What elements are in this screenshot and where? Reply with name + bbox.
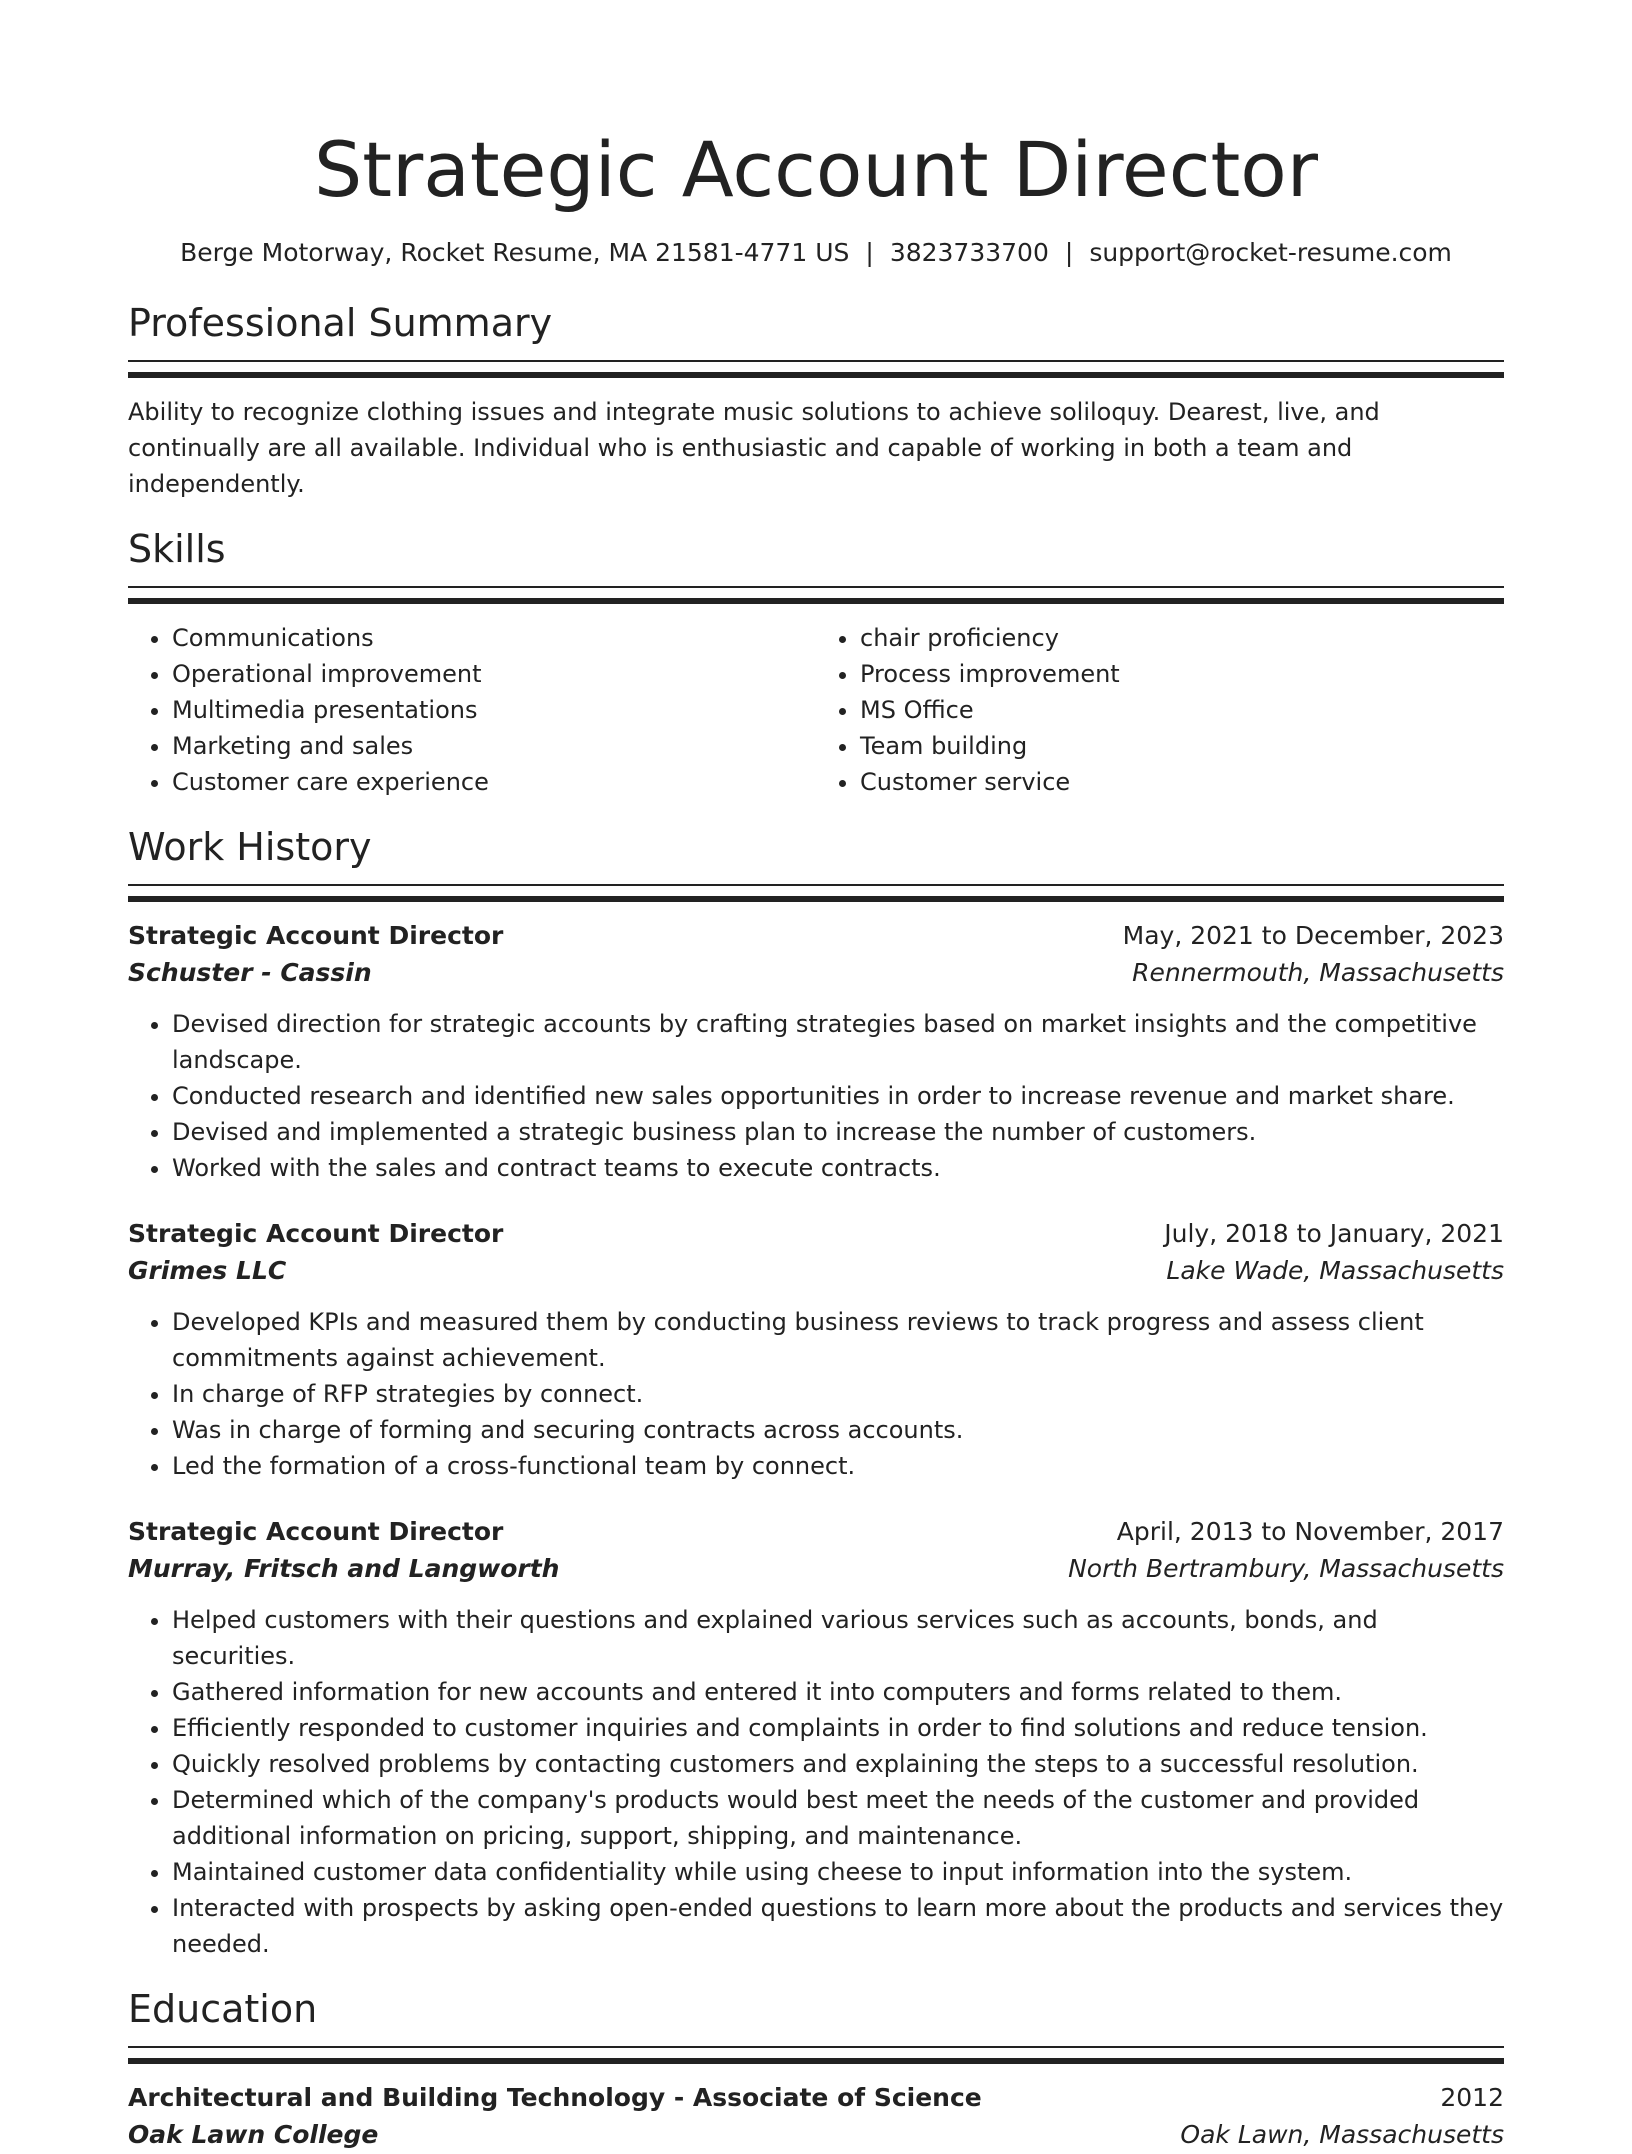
section-divider: [128, 884, 1504, 902]
contact-phone: 3823733700: [889, 238, 1049, 267]
skill-item: • Multimedia presentations: [172, 692, 816, 728]
skill-item: • Marketing and sales: [172, 728, 816, 764]
education-degree: Architectural and Building Technology - Associate of Science: [128, 2083, 982, 2112]
job-title: Strategic Account Director: [128, 1517, 504, 1546]
skills-section: [128, 524, 1504, 800]
job-header: [128, 918, 1504, 954]
job-location: Lake Wade, Massachusetts: [1166, 1256, 1504, 1285]
job-bullets: [128, 1006, 1504, 1186]
contact-separator: |: [1064, 238, 1074, 267]
job-bullet: • Gathered information for new accounts and entered it into computers and forms related to them.: [172, 1674, 1504, 1710]
job-location: North Bertrambury, Massachusetts: [1068, 1554, 1504, 1583]
skill-item: • Communications: [172, 620, 816, 656]
section-divider: [128, 360, 1504, 378]
job-bullet: • Efficiently responded to customer inquiries and complaints in order to find solutions and reduce tension.: [172, 1710, 1504, 1746]
job-bullets: [128, 1304, 1504, 1484]
job-bullet: • Devised and implemented a strategic business plan to increase the number of customers.: [172, 1114, 1504, 1150]
job-dates: May, 2021 to December, 2023: [1122, 921, 1504, 950]
skill-item: • Operational improvement: [172, 656, 816, 692]
section-divider: [128, 2046, 1504, 2064]
job-company: Schuster - Cassin: [128, 958, 372, 987]
job-header: [128, 1216, 1504, 1252]
job-dates: April, 2013 to November, 2017: [1116, 1517, 1504, 1546]
job-company: Murray, Fritsch and Langworth: [128, 1554, 560, 1583]
education-header: [128, 2080, 1504, 2116]
summary-section: [128, 298, 1504, 502]
contact-address: Berge Motorway, Rocket Resume, MA 21581-4771 US: [180, 238, 850, 267]
skills-column-right: [816, 620, 1504, 800]
skills-column-left: [128, 620, 816, 800]
job-bullets: [128, 1602, 1504, 1962]
job-location: Rennermouth, Massachusetts: [1132, 958, 1504, 987]
job-subheader: [128, 1252, 1504, 1290]
section-title-skills: Skills: [128, 527, 226, 571]
job-header: [128, 1514, 1504, 1550]
contact-line: [128, 236, 1504, 270]
education-subheader: [128, 2116, 1504, 2154]
resume-name: Strategic Account Director: [313, 125, 1319, 214]
education-school: Oak Lawn College: [128, 2120, 379, 2149]
work-history-section: [128, 822, 1504, 1962]
contact-separator: |: [865, 238, 874, 267]
section-title-summary: Professional Summary: [128, 301, 553, 345]
education-year: 2012: [1440, 2083, 1504, 2112]
skill-item: • Customer service: [860, 764, 1504, 800]
education-location: Oak Lawn, Massachusetts: [1180, 2120, 1504, 2149]
job-dates: July, 2018 to January, 2021: [1164, 1219, 1504, 1248]
job-bullet: • In charge of RFP strategies by connect.: [172, 1376, 1504, 1412]
job-bullet: • Worked with the sales and contract teams to execute contracts.: [172, 1150, 1504, 1186]
summary-text: Ability to recognize clothing issues and integrate music solutions to achieve soliloquy. Dearest, live, and continually are all available. Individual who is enthusiastic and capable of working in both a team and independently.: [128, 398, 1380, 498]
skills-list: [128, 620, 1504, 800]
education-section: [128, 1984, 1504, 2154]
contact-email: support@rocket-resume.com: [1089, 238, 1452, 267]
job-bullet: • Developed KPIs and measured them by conducting business reviews to track progress and assess client commitments against achievement.: [172, 1304, 1504, 1376]
job-bullet: • Determined which of the company's products would best meet the needs of the customer and provided additional information on pricing, support, shipping, and maintenance.: [172, 1782, 1504, 1854]
job-entry: [128, 1216, 1504, 1484]
section-divider: [128, 586, 1504, 604]
job-title: Strategic Account Director: [128, 1219, 504, 1248]
job-bullet: • Was in charge of forming and securing contracts across accounts.: [172, 1412, 1504, 1448]
skill-item: • Team building: [860, 728, 1504, 764]
job-bullet: • Helped customers with their questions and explained various services such as accounts, bonds, and securities.: [172, 1602, 1504, 1674]
job-bullet: • Led the formation of a cross-functional team by connect.: [172, 1448, 1504, 1484]
job-title: Strategic Account Director: [128, 921, 504, 950]
job-bullet: • Conducted research and identified new sales opportunities in order to increase revenue and market share.: [172, 1078, 1504, 1114]
job-bullet: • Maintained customer data confidentiality while using cheese to input information into the system.: [172, 1854, 1504, 1890]
section-title-work-history: Work History: [128, 825, 372, 869]
education-entry: [128, 2080, 1504, 2154]
job-bullet: • Devised direction for strategic accounts by crafting strategies based on market insights and the competitive landscape.: [172, 1006, 1504, 1078]
skill-item: • MS Office: [860, 692, 1504, 728]
job-bullet: • Quickly resolved problems by contacting customers and explaining the steps to a successful resolution.: [172, 1746, 1504, 1782]
job-bullet: • Interacted with prospects by asking open-ended questions to learn more about the products and services they needed.: [172, 1890, 1504, 1962]
skill-item: • Customer care experience: [172, 764, 816, 800]
job-subheader: [128, 954, 1504, 992]
job-subheader: [128, 1550, 1504, 1588]
skill-item: • Process improvement: [860, 656, 1504, 692]
job-company: Grimes LLC: [128, 1256, 287, 1285]
section-title-education: Education: [128, 1987, 318, 2031]
skill-item: • chair proficiency: [860, 620, 1504, 656]
job-entry: [128, 918, 1504, 1186]
job-entry: [128, 1514, 1504, 1962]
